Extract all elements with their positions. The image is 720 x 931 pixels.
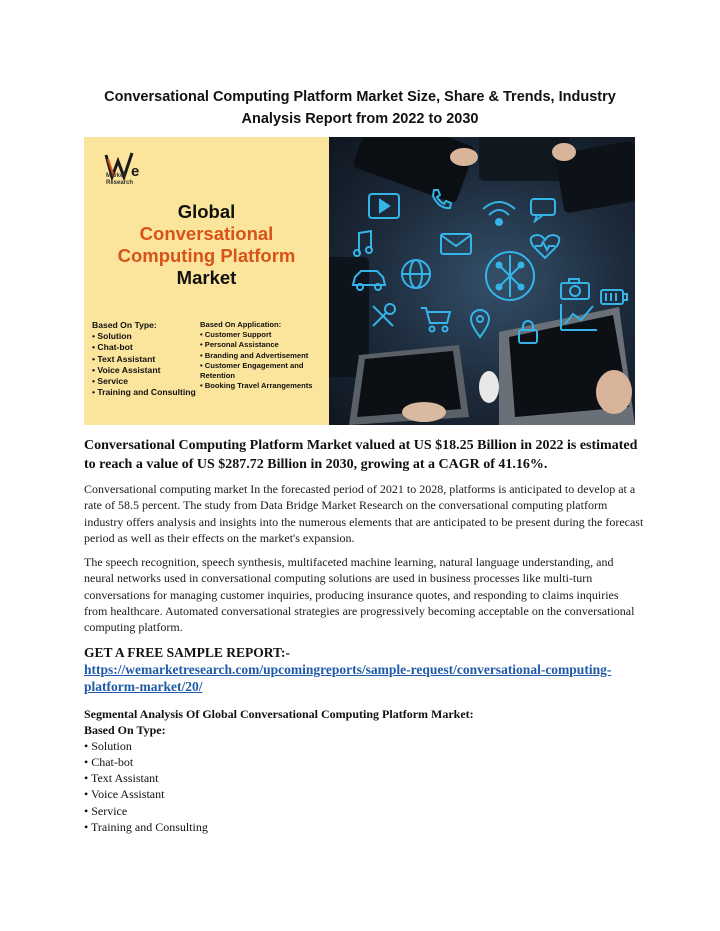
- list-item: • Personal Assistance: [200, 340, 279, 350]
- location-pin-icon: [469, 309, 491, 339]
- list-item: • Voice Assistant: [84, 787, 165, 802]
- video-play-icon: [367, 192, 401, 220]
- list-item: • Service: [92, 376, 128, 387]
- banner-photo: [329, 137, 635, 425]
- list-item: • Training and Consulting: [84, 819, 208, 834]
- segment-type-header: Based On Type:: [84, 723, 166, 738]
- banner-heading-line: Conversational: [139, 223, 274, 244]
- banner-application-list: [200, 320, 326, 391]
- lock-icon: [517, 319, 539, 345]
- banner-info-panel: [84, 137, 329, 425]
- phone-icon: [429, 187, 453, 211]
- segment-analysis-section: [84, 706, 644, 835]
- svg-text:e: e: [131, 163, 140, 180]
- paragraph-technology: The speech recognition, speech synthesis, multifaceted machine learning, natural language understanding, and neural networks used in conversational computing solutions are used in business processes like multi-turn conversations for managing customer inquiries, producing insurance quotes, and responding to claims inquiries from healthcare. Automated conversational strategies are progressively becoming acceptable on the conversational computing platform.: [84, 555, 635, 635]
- chat-bubble-icon: [529, 197, 559, 223]
- market-headline: Conversational Computing Platform Market valued at US $18.25 Billion in 2022 is estimated to reach a value of US $287.72 Billion in 2030, growing at a CAGR of 41.16%.: [84, 438, 638, 472]
- sample-report-section: [84, 644, 644, 695]
- tools-icon: [369, 302, 397, 330]
- camera-icon: [559, 277, 591, 301]
- banner-heading: [84, 201, 329, 289]
- list-item: • Solution: [92, 331, 132, 342]
- paragraph-overview: Conversational computing market In the forecasted period of 2021 to 2028, platforms is anticipated to develop at a rate of 58.5 percent. The study from Data Bridge Market Research on the conversational computing platform industry offers analysis and insights into the numerous elements that are anticipated to be present during the forecast period as well as their effects on the market's expansion.: [84, 482, 644, 545]
- market-banner-image: [84, 137, 635, 425]
- list-item: • Text Assistant: [92, 353, 156, 364]
- list-item: • Branding and Advertisement: [200, 350, 309, 360]
- list-item: • Chat-bot: [84, 755, 134, 770]
- logo-subtitle: Market Research: [106, 173, 134, 186]
- banner-heading-line: Market: [176, 267, 237, 288]
- line-chart-icon: [559, 302, 599, 332]
- banner-type-list: [92, 320, 197, 398]
- list-item: • Voice Assistant: [92, 364, 161, 375]
- mail-icon: [439, 232, 473, 256]
- list-item: • Text Assistant: [84, 771, 159, 786]
- battery-icon: [599, 287, 629, 307]
- list-item: • Chat-bot: [92, 342, 133, 353]
- list-item: • Customer Support: [200, 330, 272, 340]
- banner-heading-line: Computing Platform: [117, 245, 296, 266]
- list-item: • Booking Travel Arrangements: [200, 381, 313, 391]
- list-item: • Customer Engagement and Retention: [200, 360, 304, 381]
- globe-icon: [399, 257, 433, 291]
- list-item: • Service: [84, 803, 128, 818]
- list-item: • Training and Consulting: [92, 387, 196, 398]
- sample-report-link[interactable]: https://wemarketresearch.com/upcomingreports/sample-request/conversational-computing-platform-market/20/: [84, 662, 612, 694]
- sample-report-label: GET A FREE SAMPLE REPORT:-: [84, 645, 291, 660]
- wifi-icon: [479, 197, 519, 227]
- list-item: • Solution: [84, 739, 132, 754]
- document-title: Conversational Computing Platform Market Size, Share & Trends, Industry Analysis Report from 2022 to 2030: [104, 89, 616, 127]
- banner-heading-line: Global: [177, 201, 236, 222]
- banner-application-header: Based On Application:: [200, 320, 282, 329]
- we-logo-icon: [98, 147, 158, 197]
- banner-type-header: Based On Type:: [92, 320, 157, 330]
- shopping-cart-icon: [419, 305, 453, 333]
- music-note-icon: [351, 229, 375, 259]
- car-icon: [349, 267, 389, 293]
- brain-circuit-icon: [479, 245, 541, 307]
- segment-title: Segmental Analysis Of Global Conversational Computing Platform Market:: [84, 707, 474, 721]
